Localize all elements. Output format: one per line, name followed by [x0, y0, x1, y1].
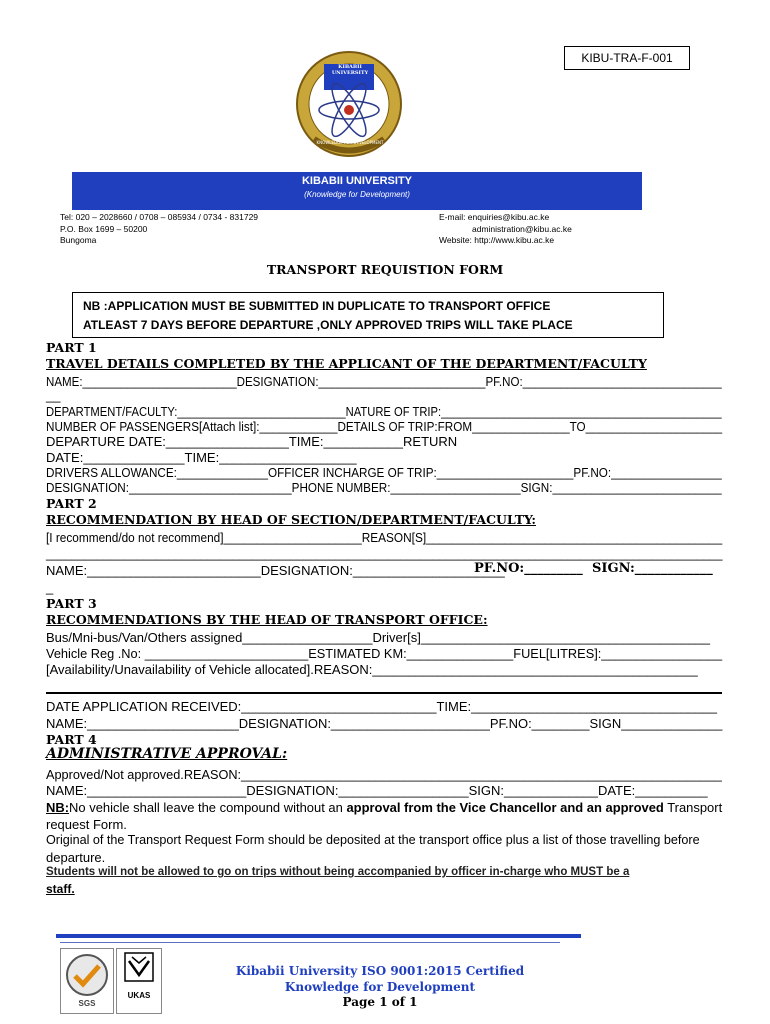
sgs-certification-logo [60, 948, 114, 1014]
part1-line-departure[interactable]: DEPARTURE DATE:_________________TIME:___________RETURN [46, 434, 458, 449]
part4-heading: ADMINISTRATIVE APPROVAL: [46, 746, 288, 762]
footer-iso-line: Kibabii University ISO 9001:2015 Certified [235, 964, 525, 978]
university-motto: (Knowledge for Development) [304, 190, 410, 199]
contact-town: Bungoma [60, 235, 97, 245]
part1-line-allowance[interactable]: DRIVERS ALLOWANCE:______________OFFICER INCHARGE OF TRIP:_____________________PF.NO:_________________ [46, 465, 722, 480]
nb-notice-line-2: ATLEAST 7 DAYS BEFORE DEPARTURE ,ONLY APPROVED TRIPS WILL TAKE PLACE [83, 318, 573, 332]
part2-label: PART 2 [46, 496, 97, 511]
contact-email-admin: administration@kibu.ac.ke [472, 223, 572, 234]
part1-line-name[interactable]: NAME:________________________DESIGNATION:__________________________PF.NO:_______________________________ [46, 374, 722, 389]
part4-original-note-2: departure. [46, 850, 106, 865]
part4-label: PART 4 [46, 732, 97, 747]
part4-students-note-1: Students will not be allowed to go on trips without being accompanied by officer in-charge who MUST be a [46, 866, 630, 878]
part4-nb-text-2: Transport [663, 800, 723, 815]
ukas-text: UKAS [127, 991, 151, 1000]
ukas-certification-logo [116, 948, 162, 1014]
part4-original-note-1: Original of the Transport Request Form should be deposited at the transport office plus a list of those travelling before [46, 833, 700, 847]
sgs-text: SGS [78, 999, 96, 1008]
footer-motto: Knowledge for Development [284, 980, 476, 994]
part1-line-department[interactable]: DEPARTMENT/FACULTY:___________________________NATURE OF TRIP:_____________________________________________ [46, 404, 722, 419]
part4-nb-note [46, 800, 723, 815]
contact-right [439, 212, 572, 247]
section-divider [46, 692, 722, 694]
part2-line-blank[interactable]: _________________________________________________________________________________________________________ [46, 546, 723, 561]
part2-pf-label[interactable]: PF.NO:_________ [474, 561, 583, 576]
part3-label: PART 3 [46, 596, 97, 611]
part3-line-vehicle-assigned[interactable]: Bus/Mni-bus/Van/Others assigned__________________Driver[s]________________________________________ [46, 630, 711, 645]
part4-nb-label: NB: [46, 800, 70, 815]
university-banner [72, 172, 642, 210]
part3-line-vehicle-reg[interactable]: Vehicle Reg .No: _______________________ESTIMATED KM:_______________FUEL[LITRES]:_________________ [46, 646, 723, 661]
form-code-box: KIBU-TRA-F-001 [564, 46, 690, 70]
part1-line-designation[interactable]: DESIGNATION:_________________________PHONE NUMBER:____________________SIGN:__________________________ [46, 480, 722, 495]
footer-rule-thin [60, 942, 560, 943]
contact-po-box: P.O. Box 1699 – 50200 [60, 223, 148, 234]
nb-notice-box [72, 292, 664, 338]
part4-students-note-2: staff. [46, 882, 75, 896]
part1-line-return-date[interactable]: DATE:______________TIME:___________________ [46, 450, 357, 465]
part3-heading: RECOMMENDATIONS BY THE HEAD OF TRANSPORT OFFICE: [46, 612, 488, 627]
part3-line-received[interactable]: DATE APPLICATION RECEIVED:___________________________TIME:__________________________________ [46, 699, 717, 714]
part1-line-passengers[interactable]: NUMBER OF PASSENGERS[Attach list]:____________DETAILS OF TRIP:FROM_______________TO_____________________ [46, 419, 723, 434]
footer-page-number: Page 1 of 1 [342, 995, 418, 1009]
part4-line-approved[interactable]: Approved/Not approved.REASON:____________________________________________________________________ [46, 767, 722, 782]
nb-notice-line-1: NB :APPLICATION MUST BE SUBMITTED IN DUPLICATE TO TRANSPORT OFFICE [83, 299, 551, 313]
part4-nb-text-3: request Form. [46, 817, 127, 832]
part3-line-availability[interactable]: [Availability/Unavailability of Vehicle allocated].REASON:_____________________________________________ [46, 662, 698, 677]
contact-website: Website: http://www.kibu.ac.ke [439, 235, 555, 245]
part1-heading: TRAVEL DETAILS COMPLETED BY THE APPLICANT OF THE DEPARTMENT/FACULTY [46, 356, 647, 371]
logo-text-top: KIBABII UNIVERSITY [331, 64, 369, 76]
part4-nb-text-1: No vehicle shall leave the compound without an [69, 800, 347, 815]
part4-nb-bold: approval from the Vice Chancellor and an approved [346, 800, 664, 815]
part2-line-recommend[interactable]: [I recommend/do not recommend]_____________________REASON[S]_____________________________________________ [46, 530, 723, 545]
part3-line-name[interactable]: NAME:_____________________DESIGNATION:______________________PF.NO:________SIGN______________ [46, 716, 723, 731]
part2-line-name[interactable]: NAME:________________________DESIGNATION:_____________________ [46, 563, 505, 578]
footer-rule [56, 934, 581, 938]
part4-line-name[interactable]: NAME:______________________DESIGNATION:__________________SIGN:_____________DATE:__________ [46, 783, 708, 798]
part2-sign-label[interactable]: SIGN:____________ [592, 561, 713, 576]
form-title: TRANSPORT REQUISTION FORM [266, 262, 504, 277]
university-name: KIBABII UNIVERSITY [301, 175, 412, 187]
part2-heading: RECOMMENDATION BY HEAD OF SECTION/DEPARTMENT/FACULTY: [46, 512, 536, 527]
part2-line-overflow: _ [46, 580, 54, 595]
contact-email: E-mail: enquiries@kibu.ac.ke [439, 212, 550, 222]
part1-line-overflow: __ [46, 388, 61, 403]
contact-phone: Tel: 020 – 2028660 / 0708 – 085934 / 0734 - 831729 [60, 212, 259, 222]
logo-text-bottom: KNOWLEDGE FOR DEVELOPMENT [316, 140, 384, 145]
part1-label: PART 1 [46, 340, 97, 355]
contact-left [60, 212, 258, 247]
